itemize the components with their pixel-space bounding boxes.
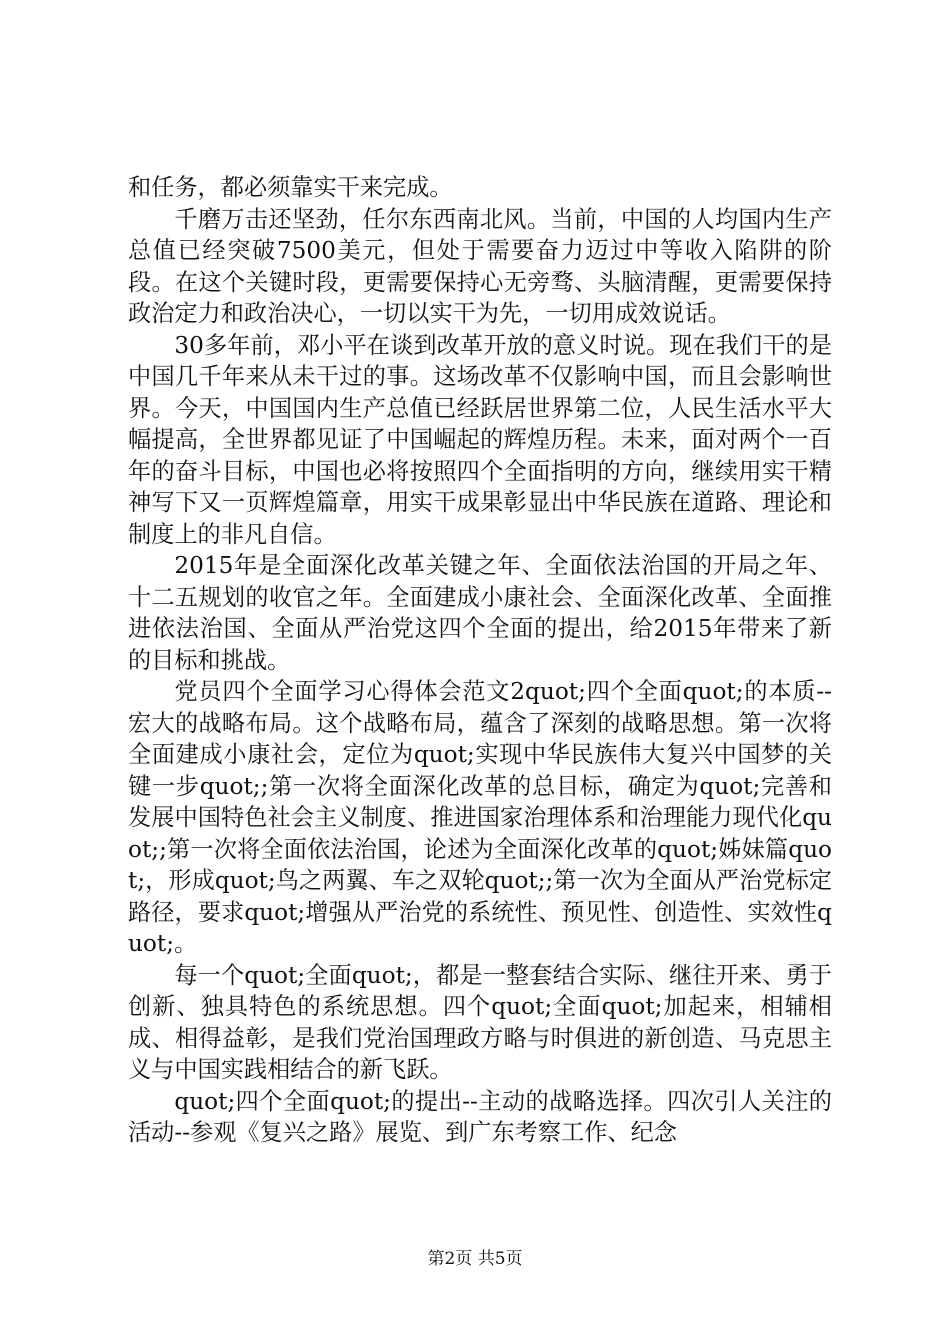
paragraph: 每一个quot;全面quot;，都是一整套结合实际、继往开来、勇于创新、独具特色的系统思想。四个quot;全面quot;加起来，相辅相成、相得益彰，是我们党治国理政方略与时俱进的新创造、马克思主义与中国实践相结合的新飞跃。 <box>128 961 832 1083</box>
paragraph: quot;四个全面quot;的提出--主动的战略选择。四次引人关注的活动--参观《复兴之路》展览、到广东考察工作、纪念 <box>128 1087 832 1146</box>
document-body <box>128 172 832 1149</box>
page-number-footer: 第2页 共5页 <box>427 1249 523 1269</box>
paragraph: 千磨万击还坚劲，任尔东西南北风。当前，中国的人均国内生产总值已经突破7500美元，但处于需要奋力迈过中等收入陷阱的阶段。在这个关键时段，更需要保持心无旁骛、头脑清醒，更需要保持政治定力和政治决心，一切以实干为先，一切用成效说话。 <box>128 205 832 327</box>
paragraph-continuation: 和任务，都必须靠实干来完成。 <box>128 174 453 201</box>
paragraph: 2015年是全面深化改革关键之年、全面依法治国的开局之年、十二五规划的收官之年。全面建成小康社会、全面深化改革、全面推进依法治国、全面从严治党这四个全面的提出，给2015年带来了新的目标和挑战。 <box>128 552 832 674</box>
paragraph: 30多年前，邓小平在谈到改革开放的意义时说。现在我们干的是中国几千年来从未干过的事。这场改革不仅影响中国，而且会影响世界。今天，中国国内生产总值已经跃居世界第二位，人民生活水平大幅提高，全世界都见证了中国崛起的辉煌历程。未来，面对两个一百年的奋斗目标，中国也必将按照四个全面指明的方向，继续用实干精神写下又一页辉煌篇章，用实干成果彰显出中华民族在道路、理论和制度上的非凡自信。 <box>128 331 832 548</box>
paragraph: 党员四个全面学习心得体会范文2quot;四个全面quot;的本质--宏大的战略布局。这个战略布局，蕴含了深刻的战略思想。第一次将全面建成小康社会，定位为quot;实现中华民族伟大复兴中国梦的关键一步quot;;第一次将全面深化改革的总目标，确定为quot;完善和发展中国特色社会主义制度、推进国家治理体系和治理能力现代化quot;;第一次将全面依法治国，论述为全面深化改革的quot;姊妹篇quot;，形成quot;鸟之两翼、车之双轮quot;;第一次为全面从严治党标定路径，要求quot;增强从严治党的系统性、预见性、创造性、实效性quot;。 <box>128 678 832 957</box>
